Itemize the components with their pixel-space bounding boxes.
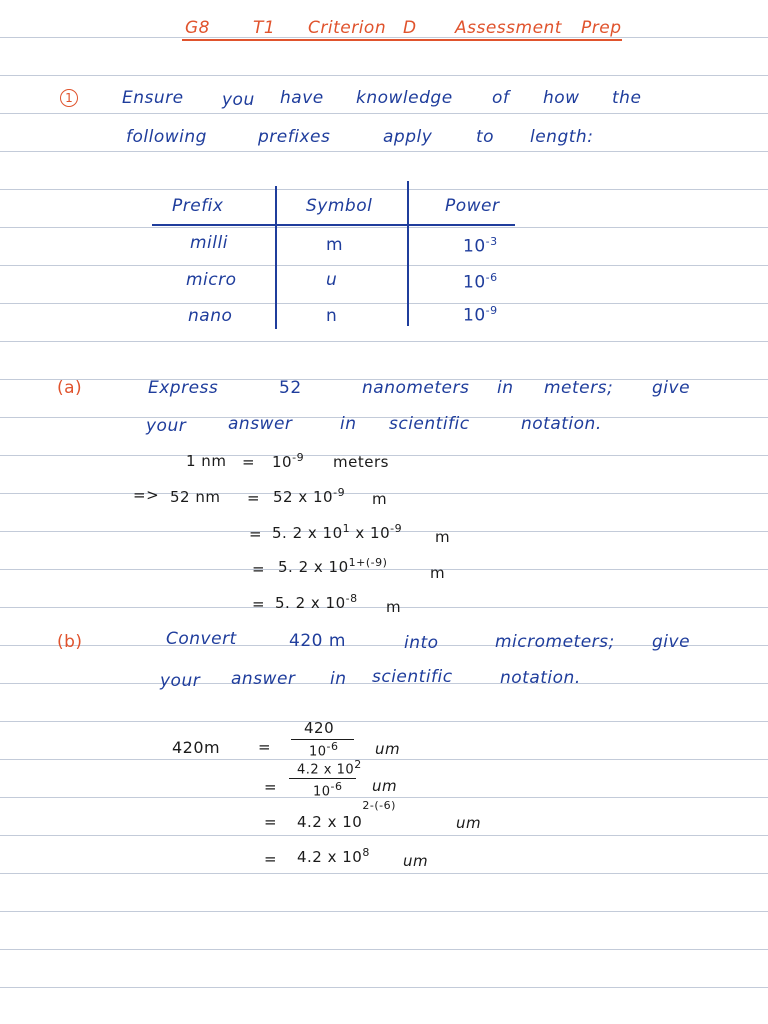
part-a-word: your: [146, 416, 187, 436]
part-b-word: answer: [231, 669, 296, 689]
work-expr: [273, 487, 345, 505]
work-lhs: 1 nm: [186, 452, 227, 470]
part-a-word: nanometers: [362, 378, 470, 398]
fraction-numerator: [297, 759, 362, 776]
table-cell-prefix: micro: [186, 270, 237, 290]
title-underline: [182, 39, 622, 41]
table-column-divider: [275, 186, 277, 329]
work-expr: [275, 593, 358, 611]
question-number-circle: [60, 89, 78, 107]
part-b-label: (b): [57, 632, 83, 652]
work-unit: um: [372, 777, 398, 795]
work-unit: um: [456, 814, 482, 832]
work-base: 10: [309, 744, 327, 760]
power-base: 10: [463, 236, 486, 257]
work-lhs: 52 nm: [170, 488, 221, 506]
title-word: Prep: [581, 18, 622, 38]
equals-sign: =: [258, 738, 272, 756]
part-b-word: give: [652, 632, 691, 652]
power-exponent: -3: [485, 235, 498, 248]
work-exponent: -9: [390, 522, 403, 535]
work-expr: [278, 557, 387, 575]
table-cell-symbol: u: [326, 270, 338, 290]
part-b-word: in: [330, 669, 347, 689]
part-a-word: notation.: [521, 414, 602, 434]
title-word: D: [403, 18, 417, 38]
work-unit: m: [386, 598, 402, 616]
part-a-word: answer: [228, 414, 293, 434]
q1-word: following: [126, 127, 207, 147]
table-header-rule: [152, 224, 515, 226]
q1-word: to: [476, 127, 495, 147]
fraction-bar: [289, 778, 356, 779]
work-exponent: 8: [362, 846, 370, 859]
work-exponent: 1: [342, 522, 351, 535]
q1-word: how: [543, 88, 580, 108]
work-exponent: -8: [345, 592, 358, 605]
work-base: 4.2 x 10: [297, 762, 355, 778]
fraction-denominator: [313, 781, 343, 798]
question-number: 1: [65, 91, 73, 105]
equals-sign: =: [247, 489, 261, 507]
equals-sign: =: [264, 850, 278, 868]
part-a-word: Express: [148, 378, 219, 398]
table-cell-symbol: m: [326, 235, 344, 255]
title-word: Criterion: [308, 18, 387, 38]
work-expr: [297, 847, 370, 865]
work-unit: m: [372, 490, 388, 508]
fraction-denominator: [309, 741, 339, 758]
q1-word: length:: [530, 127, 594, 147]
work-base: 52 x 10: [273, 488, 334, 506]
part-b-word: micrometers;: [495, 632, 615, 652]
work-base: 10: [313, 784, 331, 800]
table-header-symbol: Symbol: [306, 196, 373, 216]
q1-word: Ensure: [122, 88, 184, 108]
equals-sign: =: [252, 560, 266, 578]
table-header-prefix: Prefix: [172, 196, 224, 216]
part-a-word: in: [497, 378, 514, 398]
equals-sign: =: [242, 453, 256, 471]
part-a-word: meters;: [544, 378, 614, 398]
q1-word: have: [280, 88, 324, 108]
equals-sign: =: [264, 813, 278, 831]
work-exponent: -9: [292, 451, 305, 464]
work-base: x 10: [355, 524, 391, 542]
work-exponent: -6: [330, 780, 343, 793]
work-exponent: -9: [333, 486, 346, 499]
table-cell-power: [463, 236, 498, 256]
work-unit: meters: [333, 453, 389, 471]
implies-arrow: =>: [133, 486, 160, 504]
title-word: G8: [185, 18, 210, 38]
work-exponent: 1+(-9): [348, 556, 388, 569]
work-exponent: -6: [326, 740, 339, 753]
work-exponent: 2-(-6): [362, 799, 396, 812]
power-exponent: -6: [485, 271, 498, 284]
work-unit: m: [435, 528, 451, 546]
title-word: T1: [253, 18, 276, 38]
work-expr: [272, 523, 402, 541]
part-b-word: notation.: [500, 668, 581, 688]
part-b-word: into: [404, 633, 439, 653]
part-a-word: 52: [279, 378, 302, 398]
work-expr: [297, 799, 396, 831]
table-cell-prefix: milli: [190, 233, 228, 253]
equals-sign: =: [249, 525, 263, 543]
part-a-word: give: [652, 378, 691, 398]
equals-sign: =: [264, 778, 278, 796]
part-a-label: (a): [57, 378, 83, 398]
work-base: 5. 2 x 10: [275, 594, 346, 612]
title-word: Assessment: [455, 18, 562, 38]
work-unit: um: [403, 852, 429, 870]
fraction-numerator: 420: [304, 719, 335, 737]
part-b-word: Convert: [166, 629, 237, 649]
q1-word: prefixes: [258, 127, 331, 147]
fraction-bar: [291, 739, 354, 740]
table-column-divider: [407, 181, 409, 326]
power-base: 10: [463, 305, 486, 326]
work-exponent: 2: [354, 758, 362, 771]
q1-word: knowledge: [356, 88, 453, 108]
q1-word: apply: [383, 127, 433, 147]
work-lhs: 420m: [172, 738, 221, 757]
part-b-word: 420 m: [289, 631, 346, 651]
table-header-power: Power: [445, 196, 500, 216]
work-base: 4.2 x 10: [297, 848, 363, 866]
work-unit: um: [375, 740, 401, 758]
work-base: 5. 2 x 10: [272, 524, 343, 542]
equals-sign: =: [252, 595, 266, 613]
power-base: 10: [463, 272, 486, 293]
table-cell-power: [463, 272, 498, 292]
work-base: 4.2 x 10: [297, 813, 363, 831]
q1-word: of: [492, 88, 510, 108]
table-cell-power: [463, 305, 498, 325]
power-exponent: -9: [485, 304, 498, 317]
work-base: 10: [272, 453, 293, 471]
q1-word: the: [612, 88, 642, 108]
part-b-word: your: [160, 671, 201, 691]
part-a-word: scientific: [389, 414, 470, 434]
work-expr: [272, 452, 304, 470]
table-cell-symbol: n: [326, 306, 338, 326]
work-unit: m: [430, 564, 446, 582]
table-cell-prefix: nano: [188, 306, 233, 326]
work-base: 5. 2 x 10: [278, 558, 349, 576]
part-b-word: scientific: [372, 667, 453, 687]
part-a-word: in: [340, 414, 357, 434]
q1-word: you: [222, 90, 255, 110]
